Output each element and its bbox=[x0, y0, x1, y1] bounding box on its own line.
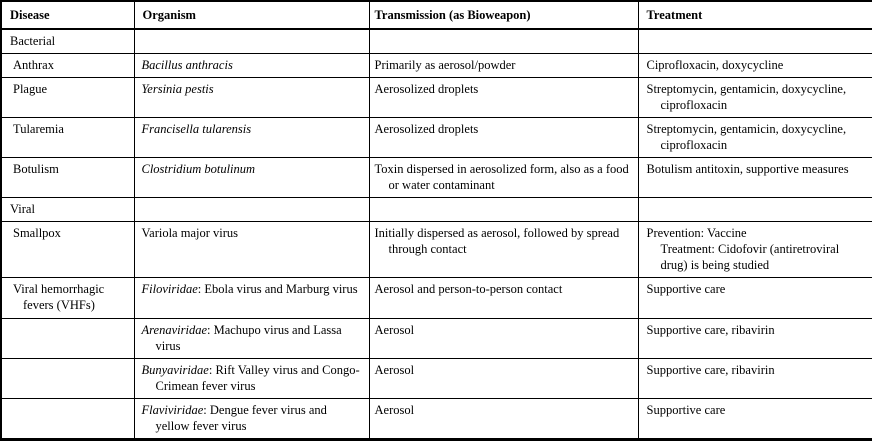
organism-genus-italic: Bunyaviridae bbox=[141, 363, 209, 377]
organism-cell bbox=[134, 78, 369, 118]
transmission-cell bbox=[369, 222, 638, 278]
organism-genus-italic: Clostridium botulinum bbox=[141, 162, 256, 176]
treatment-cell bbox=[638, 78, 872, 118]
treatment-text: Ciprofloxacin, doxycycline bbox=[646, 58, 784, 72]
section-row bbox=[1, 29, 872, 54]
transmission-text: Aerosolized droplets bbox=[374, 122, 479, 136]
treatment-cell bbox=[638, 118, 872, 158]
table-row bbox=[1, 359, 872, 399]
disease-cell bbox=[1, 78, 134, 118]
transmission-text: Aerosol bbox=[374, 363, 415, 377]
transmission-text: Aerosol bbox=[374, 403, 415, 417]
treatment-cell bbox=[638, 278, 872, 319]
organism-cell bbox=[134, 222, 369, 278]
table-row bbox=[1, 118, 872, 158]
disease-cell bbox=[1, 158, 134, 198]
transmission-cell bbox=[369, 158, 638, 198]
treatment-text: Streptomycin, gentamicin, doxycycline, ciprofloxacin bbox=[646, 122, 847, 152]
transmission-cell bbox=[369, 198, 638, 222]
treatment-text: Supportive care, ribavirin bbox=[646, 323, 775, 337]
table-row bbox=[1, 319, 872, 359]
organism-cell bbox=[134, 29, 369, 54]
header-row bbox=[1, 1, 872, 29]
treatment-text: Prevention: Vaccine bbox=[646, 226, 747, 240]
organism-cell bbox=[134, 158, 369, 198]
treatment-cell bbox=[638, 359, 872, 399]
treatment-text: Streptomycin, gentamicin, doxycycline, ciprofloxacin bbox=[646, 82, 847, 112]
transmission-cell bbox=[369, 359, 638, 399]
disease-cell bbox=[1, 278, 134, 319]
transmission-text: Toxin dispersed in aerosolized form, also as a food or water contaminant bbox=[374, 162, 629, 192]
organism-genus-italic: Francisella tularensis bbox=[141, 122, 252, 136]
organism-genus-italic: Yersinia pestis bbox=[141, 82, 214, 96]
treatment-cell bbox=[638, 222, 872, 278]
column-header-organism: Organism bbox=[134, 1, 369, 29]
organism-name: Arenaviridae: Machupo virus and Lassa virus bbox=[141, 323, 342, 353]
organism-name bbox=[142, 81, 364, 97]
transmission-cell bbox=[369, 319, 638, 359]
organism-name: Flaviviridae: Dengue fever virus and yellow fever virus bbox=[141, 403, 327, 433]
section-label: Bacterial bbox=[1, 29, 134, 54]
treatment-cell bbox=[638, 198, 872, 222]
organism-cell bbox=[134, 118, 369, 158]
disease-cell bbox=[1, 319, 134, 359]
transmission-cell bbox=[369, 278, 638, 319]
disease-name: Botulism bbox=[13, 162, 59, 176]
organism-genus-italic: Flaviviridae bbox=[141, 403, 204, 417]
column-header-disease: Disease bbox=[1, 1, 134, 29]
organism-cell bbox=[134, 278, 369, 319]
treatment-text: Supportive care bbox=[646, 282, 726, 296]
treatment-text: Botulism antitoxin, supportive measures bbox=[646, 162, 849, 176]
transmission-cell bbox=[369, 399, 638, 440]
disease-name: Tularemia bbox=[13, 122, 64, 136]
transmission-text: Initially dispersed as aerosol, followed by spread through contact bbox=[374, 226, 620, 256]
organism-name: Bunyaviridae: Rift Valley virus and Congo-Crimean fever virus bbox=[141, 363, 360, 393]
table-row bbox=[1, 78, 872, 118]
disease-cell bbox=[1, 54, 134, 78]
column-header-transmission: Transmission (as Bioweapon) bbox=[369, 1, 638, 29]
treatment-text: Supportive care, ribavirin bbox=[646, 363, 775, 377]
organism-genus-italic: Bacillus anthracis bbox=[141, 58, 233, 72]
organism-cell bbox=[134, 54, 369, 78]
transmission-text: Aerosolized droplets bbox=[374, 82, 479, 96]
organism-genus-italic: Arenaviridae bbox=[141, 323, 207, 337]
treatment-cell bbox=[638, 29, 872, 54]
table-row bbox=[1, 222, 872, 278]
table-header bbox=[1, 1, 872, 29]
disease-name: Plague bbox=[13, 82, 48, 96]
disease-cell bbox=[1, 399, 134, 440]
transmission-cell bbox=[369, 78, 638, 118]
organism-cell bbox=[134, 198, 369, 222]
table-body bbox=[1, 29, 872, 440]
transmission-cell bbox=[369, 118, 638, 158]
disease-cell bbox=[1, 222, 134, 278]
column-header-treatment: Treatment bbox=[638, 1, 872, 29]
transmission-cell bbox=[369, 54, 638, 78]
organism-genus-italic: Filoviridae bbox=[141, 282, 198, 296]
organism-cell bbox=[134, 319, 369, 359]
treatment-text: Treatment: Cidofovir (antiretroviral drug) is being studied bbox=[660, 242, 840, 272]
table-row bbox=[1, 54, 872, 78]
section-label: Viral bbox=[1, 198, 134, 222]
disease-name: Anthrax bbox=[13, 58, 54, 72]
organism-name bbox=[142, 121, 364, 137]
transmission-text: Aerosol bbox=[374, 323, 415, 337]
treatment-cell bbox=[638, 158, 872, 198]
transmission-text: Primarily as aerosol/powder bbox=[374, 58, 516, 72]
treatment-cell bbox=[638, 399, 872, 440]
table-row bbox=[1, 399, 872, 440]
organism-cell bbox=[134, 399, 369, 440]
section-row bbox=[1, 198, 872, 222]
organism-name: Filoviridae: Ebola virus and Marburg virus bbox=[141, 282, 358, 296]
treatment-cell bbox=[638, 54, 872, 78]
disease-name: Smallpox bbox=[13, 226, 61, 240]
treatment-cell bbox=[638, 319, 872, 359]
disease-name: Viral hemorrhagic fevers (VHFs) bbox=[13, 282, 105, 312]
organism-cell bbox=[134, 359, 369, 399]
transmission-text: Aerosol and person-to-person contact bbox=[374, 282, 563, 296]
disease-cell bbox=[1, 359, 134, 399]
organism-name: Variola major virus bbox=[141, 226, 239, 240]
transmission-cell bbox=[369, 29, 638, 54]
organism-name bbox=[142, 57, 364, 73]
disease-cell bbox=[1, 118, 134, 158]
treatment-text: Supportive care bbox=[646, 403, 726, 417]
table-row bbox=[1, 158, 872, 198]
organism-name bbox=[142, 161, 364, 177]
table-row bbox=[1, 278, 872, 319]
